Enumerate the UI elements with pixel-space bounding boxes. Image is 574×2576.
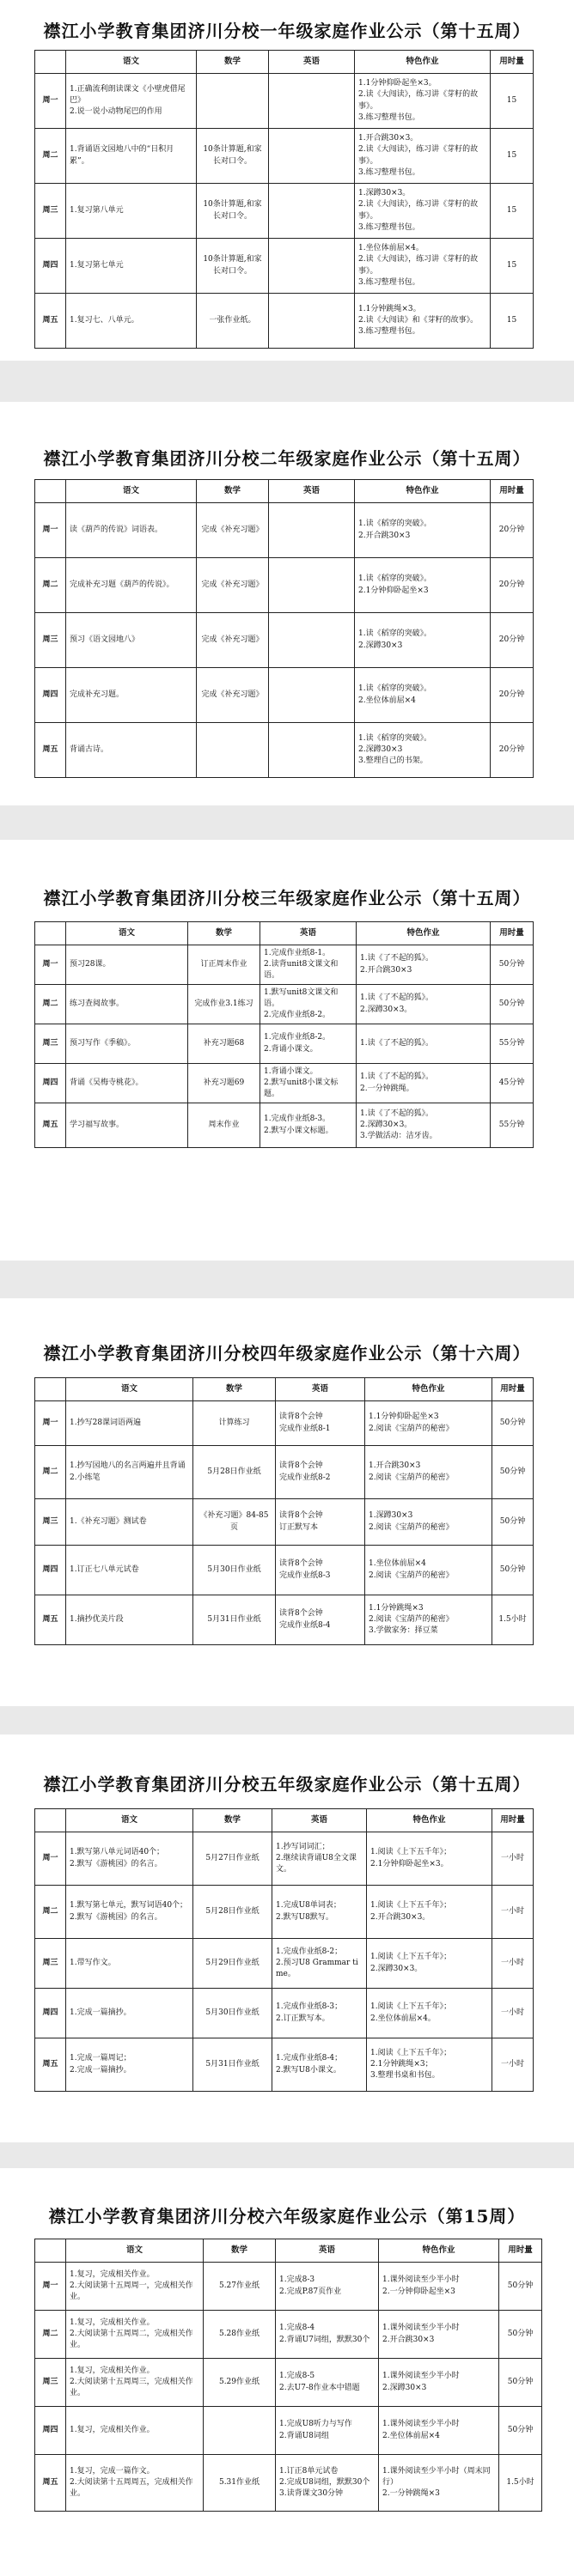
shuxue-cell: 5月29日作业纸 xyxy=(193,1939,272,1989)
header-tese: 特色作业 xyxy=(355,480,491,503)
header-blank xyxy=(35,1378,66,1401)
header-yuwen: 语文 xyxy=(66,1378,193,1401)
day-cell: 周三 xyxy=(35,613,66,668)
shuxue-cell: 5月28日作业纸 xyxy=(193,1446,276,1499)
tese-cell: 1.读《稻穿的突破》。 2.坐位体前屈×4 xyxy=(355,668,491,723)
shuxue-cell: 完成《补充习题》 xyxy=(197,558,269,613)
yuwen-cell: 读《葫芦的传说》词语表。 xyxy=(66,503,197,558)
time-cell: 50分钟 xyxy=(492,1546,534,1595)
tese-cell: 1.1分钟跳绳×3。 2.读《大闯读》和《芽籽的故事》。 3.练习整理书包。 xyxy=(355,294,491,349)
table-header-row xyxy=(35,1809,534,1832)
time-cell: 15 xyxy=(491,74,534,129)
homework-table xyxy=(34,1808,534,2092)
table-row xyxy=(35,1989,534,2038)
time-cell: 一小时 xyxy=(492,1989,534,2038)
yingyu-cell: 读背8个会钟 订正默写本 xyxy=(276,1499,365,1546)
time-cell: 1.5小时 xyxy=(492,1595,534,1645)
table-row xyxy=(35,2455,542,2512)
yuwen-cell: 1.默写第七单元，默写词语40个； 2.默写《游桃园》的名言。 xyxy=(66,1886,193,1939)
table-header-row xyxy=(35,480,534,503)
page-title: 襟江小学教育集团济川分校六年级家庭作业公示（第15周） xyxy=(48,2206,526,2227)
day-cell: 周四 xyxy=(35,1064,66,1103)
shuxue-cell: 订正周末作业 xyxy=(188,945,260,985)
time-cell: 50分钟 xyxy=(492,1446,534,1499)
table-row xyxy=(35,129,534,184)
tese-cell: 1.读《稻穿的突破》。 2.开合跳30×3 xyxy=(355,503,491,558)
tese-cell: 1.1分钟跳绳×3 2.阅读《宝葫芦的秘密》 3.学做家务：择豆菜 xyxy=(365,1595,492,1645)
day-cell: 周三 xyxy=(35,2359,66,2407)
day-cell: 周一 xyxy=(35,2263,66,2311)
time-cell: 50分钟 xyxy=(499,2311,542,2359)
yuwen-cell: 1.完成一篇周记； 2.完成一篇摘抄。 xyxy=(66,2038,193,2092)
tese-cell: 1.课外阅读至少半小时 2.开合跳30×3 xyxy=(379,2311,499,2359)
table-row xyxy=(35,558,534,613)
tese-cell: 1.深蹲30×3。 2.读《大闯读》，练习讲《芽籽的故事》。 3.练习整理书包。 xyxy=(355,184,491,239)
time-cell: 15 xyxy=(491,294,534,349)
day-cell: 周四 xyxy=(35,1989,66,2038)
table-header-row xyxy=(35,922,534,945)
yingyu-cell xyxy=(269,74,355,129)
header-shuxue: 数学 xyxy=(193,1809,272,1832)
day-cell: 周二 xyxy=(35,129,66,184)
table-row xyxy=(35,294,534,349)
yingyu-cell xyxy=(269,503,355,558)
header-time: 用时量 xyxy=(491,51,534,74)
day-cell: 周四 xyxy=(35,1546,66,1595)
yuwen-cell: 1.摘抄优美片段 xyxy=(66,1595,193,1645)
time-cell: 50分钟 xyxy=(499,2263,542,2311)
table-row xyxy=(35,2263,542,2311)
header-time: 用时量 xyxy=(491,480,534,503)
page-title: 襟江小学教育集团济川分校三年级家庭作业公示（第十五周） xyxy=(43,888,531,908)
table-row xyxy=(35,723,534,778)
shuxue-cell xyxy=(197,723,269,778)
day-cell: 周五 xyxy=(35,2455,66,2512)
yuwen-cell: 1.复习，完成一篇作文。 2.大阅读第十五周周五，完成相关作业。 xyxy=(66,2455,204,2512)
header-shuxue: 数学 xyxy=(197,51,269,74)
time-cell: 50分钟 xyxy=(491,985,534,1024)
yuwen-cell: 1.抄写园地八的名言两遍并且背诵 2.小练笔 xyxy=(66,1446,193,1499)
yingyu-cell: 1.抄写词词汇； 2.继续读背诵U8全文课文。 xyxy=(272,1832,367,1886)
header-yingyu: 英语 xyxy=(269,51,355,74)
yuwen-cell: 预习28课。 xyxy=(66,945,188,985)
header-blank xyxy=(35,2239,66,2263)
grade1-page xyxy=(0,0,574,361)
day-cell: 周二 xyxy=(35,2311,66,2359)
yingyu-cell: 1.完成8-4 2.背诵U7词组，默默30个 xyxy=(276,2311,379,2359)
grade6-page xyxy=(0,2168,574,2576)
day-cell: 周五 xyxy=(35,723,66,778)
yingyu-cell: 读背8个会钟 完成作业纸8-1 xyxy=(276,1401,365,1446)
table-row xyxy=(35,1103,534,1148)
tese-cell: 1.读《了不起的狐》。 2.深蹲30×3。 3.学做活动：洁牙齿。 xyxy=(357,1103,491,1148)
time-cell: 20分钟 xyxy=(491,503,534,558)
yingyu-cell: 1.完成作业纸8-4； 2.默写U8小课文。 xyxy=(272,2038,367,2092)
table-row xyxy=(35,1886,534,1939)
grade3-page xyxy=(0,840,574,1261)
header-tese: 特色作业 xyxy=(379,2239,499,2263)
yuwen-cell: 1.背诵语文园地八中的“日积月累”。 xyxy=(66,129,197,184)
grade5-page xyxy=(0,1735,574,2142)
day-cell: 周二 xyxy=(35,1886,66,1939)
yingyu-cell: 1.完成8-5 2.去U7-8作业本中错题 xyxy=(276,2359,379,2407)
table-row xyxy=(35,1939,534,1989)
shuxue-cell: 5.29作业纸 xyxy=(204,2359,276,2407)
header-yingyu: 英语 xyxy=(272,1809,367,1832)
tese-cell: 1.开合跳30×3 2.阅读《宝葫芦的秘密》 xyxy=(365,1446,492,1499)
yingyu-cell xyxy=(269,239,355,294)
time-cell: 50分钟 xyxy=(491,945,534,985)
yingyu-cell: 1.完成作业纸8-2。 2.背诵小课文。 xyxy=(260,1024,357,1064)
table-row xyxy=(35,2407,542,2455)
yuwen-cell: 学习福写故事。 xyxy=(66,1103,188,1148)
page-title: 襟江小学教育集团济川分校五年级家庭作业公示（第十五周） xyxy=(43,1774,531,1795)
tese-cell: 1.读《了不起的狐》。 xyxy=(357,1024,491,1064)
table-row xyxy=(35,2038,534,2092)
yuwen-cell: 完成补充习题。 xyxy=(66,668,197,723)
page-title: 襟江小学教育集团济川分校四年级家庭作业公示（第十六周） xyxy=(43,1343,531,1364)
table-row xyxy=(35,1446,534,1499)
tese-cell: 1.读《稻穿的突破》。 2.1分钟仰卧起坐×3 xyxy=(355,558,491,613)
yingyu-cell: 1.订正8单元试卷 2.完成U8词组，默默30个 3.读背课文30分钟 xyxy=(276,2455,379,2512)
shuxue-cell: 5月30日作业纸 xyxy=(193,1989,272,2038)
tese-cell: 1.深蹲30×3 2.阅读《宝葫芦的秘密》 xyxy=(365,1499,492,1546)
shuxue-cell: 一张作业纸。 xyxy=(197,294,269,349)
time-cell: 55分钟 xyxy=(491,1024,534,1064)
yuwen-cell: 1.复习第七单元 xyxy=(66,239,197,294)
yingyu-cell: 1.默写unit8文课文和语。 2.完成作业纸8-2。 xyxy=(260,985,357,1024)
shuxue-cell: 完成作业3.1练习 xyxy=(188,985,260,1024)
day-cell: 周一 xyxy=(35,1832,66,1886)
time-cell: 55分钟 xyxy=(491,1103,534,1148)
yuwen-cell: 预习写作《季稿》。 xyxy=(66,1024,188,1064)
shuxue-cell: 补充习题68 xyxy=(188,1024,260,1064)
time-cell: 1.5小时 xyxy=(499,2455,542,2512)
yingyu-cell: 1.完成作业纸8-3； 2.订正默写本。 xyxy=(272,1989,367,2038)
header-yuwen: 语文 xyxy=(66,1809,193,1832)
table-row xyxy=(35,2311,542,2359)
day-cell: 周二 xyxy=(35,1446,66,1499)
shuxue-cell: 周末作业 xyxy=(188,1103,260,1148)
tese-cell: 1.读《了不起的狐》。 2.深蹲30×3。 xyxy=(357,985,491,1024)
day-cell: 周五 xyxy=(35,2038,66,2092)
yuwen-cell: 背诵古诗。 xyxy=(66,723,197,778)
tese-cell: 1.阅读《上下五千年》； 2.开合跳30×3。 xyxy=(367,1886,492,1939)
shuxue-cell: 5.27作业纸 xyxy=(204,2263,276,2311)
header-tese: 特色作业 xyxy=(365,1378,492,1401)
time-cell: 一小时 xyxy=(492,1939,534,1989)
yingyu-cell xyxy=(269,723,355,778)
table-row xyxy=(35,1401,534,1446)
yuwen-cell: 1.复习，完成相关作业。 xyxy=(66,2407,204,2455)
grade4-page xyxy=(0,1298,574,1706)
header-yuwen: 语文 xyxy=(66,922,188,945)
shuxue-cell: 计算练习 xyxy=(193,1401,276,1446)
table-header-row xyxy=(35,2239,542,2263)
yuwen-cell: 背诵《吴梅寺桃花》。 xyxy=(66,1064,188,1103)
homework-table xyxy=(34,50,534,349)
header-yingyu: 英语 xyxy=(260,922,357,945)
time-cell: 一小时 xyxy=(492,1832,534,1886)
yuwen-cell: 1.复习第八单元 xyxy=(66,184,197,239)
yingyu-cell: 1.背诵小课文。 2.默写unit8小课文标题。 xyxy=(260,1064,357,1103)
header-blank xyxy=(35,922,66,945)
header-time: 用时量 xyxy=(492,1809,534,1832)
yingyu-cell xyxy=(269,558,355,613)
header-blank xyxy=(35,480,66,503)
yuwen-cell: 1.订正七八单元试卷 xyxy=(66,1546,193,1595)
tese-cell: 1.课外阅读至少半小时 2.一分钟仰卧起坐×3 xyxy=(379,2263,499,2311)
yingyu-cell: 1.完成作业纸8-3。 2.默写小课文标题。 xyxy=(260,1103,357,1148)
time-cell: 20分钟 xyxy=(491,723,534,778)
table-row xyxy=(35,1499,534,1546)
time-cell: 15 xyxy=(491,129,534,184)
day-cell: 周一 xyxy=(35,503,66,558)
yuwen-cell: 1.复习，完成相关作业。 2.大阅读第十五周周三，完成相关作业。 xyxy=(66,2359,204,2407)
time-cell: 15 xyxy=(491,239,534,294)
tese-cell: 1.课外阅读至少半小时（周末同行） 2.一分钟跳绳×3 xyxy=(379,2455,499,2512)
time-cell: 45分钟 xyxy=(491,1064,534,1103)
table-row xyxy=(35,1546,534,1595)
shuxue-cell: 5月30日作业纸 xyxy=(193,1546,276,1595)
grade2-page xyxy=(0,402,574,805)
header-shuxue: 数学 xyxy=(197,480,269,503)
day-cell: 周五 xyxy=(35,1103,66,1148)
yuwen-cell: 1.正确流利朗读课文《小壁虎借尾巴》 2.说一说小动物尾巴的作用 xyxy=(66,74,197,129)
time-cell: 50分钟 xyxy=(492,1401,534,1446)
day-cell: 周三 xyxy=(35,184,66,239)
tese-cell: 1.1分钟仰卧起坐×3。 2.读《大闯读》，练习讲《芽籽的故事》。 3.练习整理书包。 xyxy=(355,74,491,129)
day-cell: 周四 xyxy=(35,2407,66,2455)
shuxue-cell xyxy=(204,2407,276,2455)
tese-cell: 1.课外阅读至少半小时 2.深蹲30×3 xyxy=(379,2359,499,2407)
tese-cell: 1.课外阅读至少半小时 2.坐位体前屈×4 xyxy=(379,2407,499,2455)
header-yingyu: 英语 xyxy=(276,1378,365,1401)
yingyu-cell: 1.完成作业纸8-1。 2.读背unit8文课文和语。 xyxy=(260,945,357,985)
yingyu-cell: 读背8个会钟 完成作业纸8-4 xyxy=(276,1595,365,1645)
yingyu-cell xyxy=(269,129,355,184)
table-row xyxy=(35,184,534,239)
shuxue-cell xyxy=(197,74,269,129)
shuxue-cell: 完成《补充习题》 xyxy=(197,503,269,558)
yuwen-cell: 1.默写第八单元词语40个； 2.默写《游桃园》的名言。 xyxy=(66,1832,193,1886)
header-yuwen: 语文 xyxy=(66,2239,204,2263)
day-cell: 周一 xyxy=(35,945,66,985)
shuxue-cell: 5.31作业纸 xyxy=(204,2455,276,2512)
header-time: 用时量 xyxy=(492,1378,534,1401)
header-yingyu: 英语 xyxy=(269,480,355,503)
time-cell: 15 xyxy=(491,184,534,239)
time-cell: 20分钟 xyxy=(491,613,534,668)
time-cell: 50分钟 xyxy=(492,1499,534,1546)
table-row xyxy=(35,668,534,723)
day-cell: 周一 xyxy=(35,1401,66,1446)
day-cell: 周二 xyxy=(35,985,66,1024)
shuxue-cell: 10条计算题,和家长对口令。 xyxy=(197,184,269,239)
header-yingyu: 英语 xyxy=(276,2239,379,2263)
yingyu-cell xyxy=(269,294,355,349)
day-cell: 周三 xyxy=(35,1499,66,1546)
shuxue-cell: 5月31日作业纸 xyxy=(193,2038,272,2092)
day-cell: 周一 xyxy=(35,74,66,129)
yingyu-cell: 1.完成U8单词表； 2.默写U8默写。 xyxy=(272,1886,367,1939)
day-cell: 周四 xyxy=(35,668,66,723)
header-tese: 特色作业 xyxy=(367,1809,492,1832)
shuxue-cell: 5月31日作业纸 xyxy=(193,1595,276,1645)
table-row xyxy=(35,2359,542,2407)
yuwen-cell: 预习《语文园地八》 xyxy=(66,613,197,668)
time-cell: 50分钟 xyxy=(499,2407,542,2455)
table-row xyxy=(35,1064,534,1103)
shuxue-cell: 10条计算题,和家长对口令。 xyxy=(197,129,269,184)
table-row xyxy=(35,74,534,129)
shuxue-cell: 5月28日作业纸 xyxy=(193,1886,272,1939)
day-cell: 周五 xyxy=(35,1595,66,1645)
time-cell: 20分钟 xyxy=(491,558,534,613)
tese-cell: 1.阅读《上下五千年》； 2.1分钟跳绳×3； 3.整理书桌和书包。 xyxy=(367,2038,492,2092)
table-row xyxy=(35,1595,534,1645)
header-tese: 特色作业 xyxy=(355,51,491,74)
yingyu-cell: 1.完成8-3 2.完成P.87页作业 xyxy=(276,2263,379,2311)
shuxue-cell: 10条计算题,和家长对口令。 xyxy=(197,239,269,294)
shuxue-cell: 5.28作业纸 xyxy=(204,2311,276,2359)
table-row xyxy=(35,613,534,668)
yuwen-cell: 1.带写作文。 xyxy=(66,1939,193,1989)
tese-cell: 1.读《了不起的狐》。 2.开合跳30×3 xyxy=(357,945,491,985)
table-row xyxy=(35,945,534,985)
header-shuxue: 数学 xyxy=(193,1378,276,1401)
yingyu-cell xyxy=(269,668,355,723)
homework-table xyxy=(34,479,534,778)
yuwen-cell: 练习查阅故事。 xyxy=(66,985,188,1024)
page-title: 襟江小学教育集团济川分校二年级家庭作业公示（第十五周） xyxy=(43,448,531,469)
shuxue-cell: 补充习题69 xyxy=(188,1064,260,1103)
day-cell: 周三 xyxy=(35,1024,66,1064)
header-yuwen: 语文 xyxy=(66,480,197,503)
tese-cell: 1.坐位体前屈×4 2.阅读《宝葫芦的秘密》 xyxy=(365,1546,492,1595)
shuxue-cell: 《补充习题》84-85页 xyxy=(193,1499,276,1546)
homework-table xyxy=(34,921,534,1148)
tese-cell: 1.读《了不起的狐》。 2.一分钟跳绳。 xyxy=(357,1064,491,1103)
yuwen-cell: 完成补充习题《葫芦的传说》。 xyxy=(66,558,197,613)
yingyu-cell: 读背8个会钟 完成作业纸8-3 xyxy=(276,1546,365,1595)
header-time: 用时量 xyxy=(491,922,534,945)
yingyu-cell: 1.完成U8听力与写作 2.背诵U8词组 xyxy=(276,2407,379,2455)
table-header-row xyxy=(35,1378,534,1401)
yuwen-cell: 1.复习七、八单元。 xyxy=(66,294,197,349)
header-tese: 特色作业 xyxy=(357,922,491,945)
header-shuxue: 数学 xyxy=(204,2239,276,2263)
yuwen-cell: 1.复习，完成相关作业。 2.大阅读第十五周周二，完成相关作业。 xyxy=(66,2311,204,2359)
homework-table xyxy=(34,1377,534,1645)
table-row xyxy=(35,985,534,1024)
header-time: 用时量 xyxy=(499,2239,542,2263)
tese-cell: 1.开合跳30×3。 2.读《大闯读》，练习讲《芽籽的故事》。 3.练习整理书包。 xyxy=(355,129,491,184)
time-cell: 50分钟 xyxy=(499,2359,542,2407)
tese-cell: 1.读《稻穿的突破》。 2.深蹲30×3 3.整理自己的书架。 xyxy=(355,723,491,778)
tese-cell: 1.阅读《上下五千年》； 2.1分钟仰卧起坐×3。 xyxy=(367,1832,492,1886)
time-cell: 一小时 xyxy=(492,2038,534,2092)
day-cell: 周三 xyxy=(35,1939,66,1989)
yingyu-cell: 1.完成作业纸8-2； 2.预习U8 Grammar time。 xyxy=(272,1939,367,1989)
shuxue-cell: 5月27日作业纸 xyxy=(193,1832,272,1886)
yuwen-cell: 1.《补充习题》测试卷 xyxy=(66,1499,193,1546)
tese-cell: 1.坐位体前屈×4。 2.读《大闯读》，练习讲《芽籽的故事》。 3.练习整理书包。 xyxy=(355,239,491,294)
header-blank xyxy=(35,1809,66,1832)
header-blank xyxy=(35,51,66,74)
time-cell: 一小时 xyxy=(492,1886,534,1939)
shuxue-cell: 完成《补充习题》 xyxy=(197,668,269,723)
yuwen-cell: 1.复习，完成相关作业。 2.大阅读第十五周周一，完成相关作业。 xyxy=(66,2263,204,2311)
table-row xyxy=(35,239,534,294)
table-row xyxy=(35,1024,534,1064)
day-cell: 周二 xyxy=(35,558,66,613)
day-cell: 周五 xyxy=(35,294,66,349)
page-title: 襟江小学教育集团济川分校一年级家庭作业公示（第十五周） xyxy=(43,21,531,41)
shuxue-cell: 完成《补充习题》 xyxy=(197,613,269,668)
tese-cell: 1.1分钟仰卧起坐×3 2.阅读《宝葫芦的秘密》 xyxy=(365,1401,492,1446)
table-row xyxy=(35,503,534,558)
header-shuxue: 数学 xyxy=(188,922,260,945)
table-row xyxy=(35,1832,534,1886)
tese-cell: 1.阅读《上下五千年》； 2.坐位体前屈×4。 xyxy=(367,1989,492,2038)
yuwen-cell: 1.抄写28课词语两遍 xyxy=(66,1401,193,1446)
yingyu-cell xyxy=(269,613,355,668)
table-header-row xyxy=(35,51,534,74)
yingyu-cell: 读背8个会钟 完成作业纸8-2 xyxy=(276,1446,365,1499)
time-cell: 20分钟 xyxy=(491,668,534,723)
header-yuwen: 语文 xyxy=(66,51,197,74)
yuwen-cell: 1.完成一篇摘抄。 xyxy=(66,1989,193,2038)
tese-cell: 1.阅读《上下五千年》； 2.深蹲30×3。 xyxy=(367,1939,492,1989)
yingyu-cell xyxy=(269,184,355,239)
day-cell: 周四 xyxy=(35,239,66,294)
homework-table xyxy=(34,2239,542,2512)
tese-cell: 1.读《稻穿的突破》。 2.深蹲30×3 xyxy=(355,613,491,668)
